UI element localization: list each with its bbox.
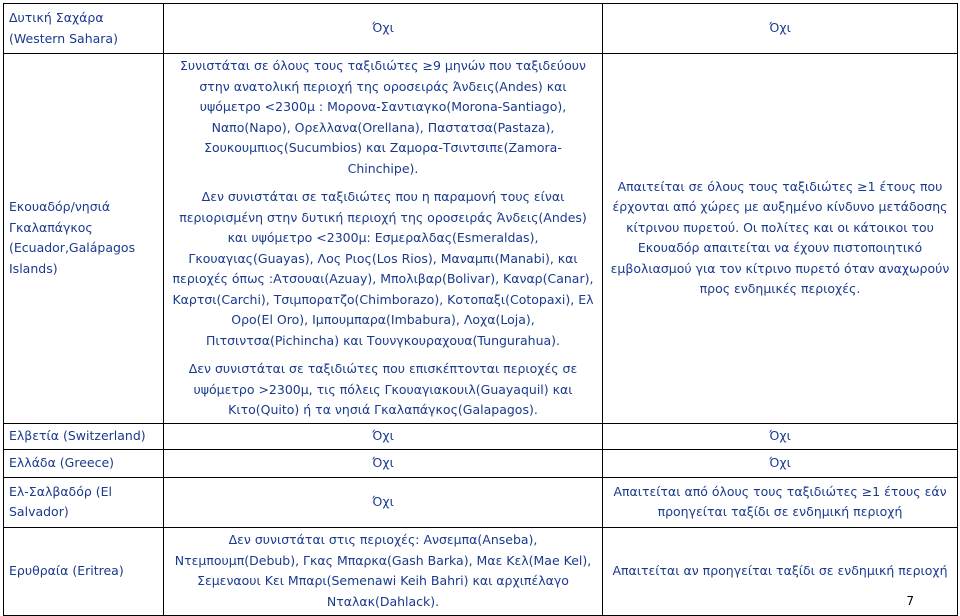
recommendation-paragraph: Συνιστάται σε όλους τους ταξιδιώτες ≥9 μηνών που ταξιδεύουν στην ανατολική περιοχή της οροσειράς Άνδεις(Andes) και υψόμετρο <2300μ : Μορονα-Σαντιαγκο(Morona-Santiago), Ναπο(Napo), Ορελλανα(Orellana), Παστατσα(Pastaza), Σουκουμπιος(Sucumbios) και Ζαμορα-Τσιντσιπε(Zamora-Chinchipe).	[179, 58, 587, 176]
country-cell: Ελβετία (Switzerland)	[4, 423, 164, 449]
requirement-cell: Απαιτείται αν προηγείται ταξίδι σε ενδημική περιοχή	[603, 527, 958, 615]
page-number: 7	[906, 594, 914, 608]
table-row	[4, 527, 958, 615]
recommendation-cell: Όχι	[164, 4, 603, 54]
table-row	[4, 4, 958, 54]
requirement-cell: Όχι	[603, 449, 958, 477]
recommendation-cell: Όχι	[164, 449, 603, 477]
recommendation-cell: Όχι	[164, 423, 603, 449]
table-row	[4, 477, 958, 527]
requirement-cell: Απαιτείται σε όλους τους ταξιδιώτες ≥1 έτους που έρχονται από χώρες με αυξημένο κίνδυνο μετάδοσης κίτρινου πυρετού. Οι πολίτες και οι κάτοικοι του Εκουαδόρ απαιτείται να έχουν πιστοποιητικό εμβολιασμού για τον κίτρινο πυρετό όταν αναχωρούν προς ενδημικές περιοχές.	[603, 54, 958, 424]
requirement-cell: Όχι	[603, 423, 958, 449]
vaccination-table	[3, 3, 958, 616]
recommendation-cell: Δεν συνιστάται στις περιοχές: Ανσεμπα(Anseba), Ντεμπουμπ(Debub), Γκας Μπαρκα(Gash Barka), Μαε Κελ(Mae Kel), Σεμεναουι Κει Μπαρι(Semenawi Keih Bahri) και αρχιπέλαγο Νταλακ(Dahlack).	[164, 527, 603, 615]
country-cell: Ελ-Σαλβαδόρ (El Salvador)	[4, 477, 164, 527]
table-row	[4, 449, 958, 477]
requirement-cell: Απαιτείται από όλους τους ταξιδιώτες ≥1 έτους εάν προηγείται ταξίδι σε ενδημική περιοχή	[603, 477, 958, 527]
country-cell: Δυτική Σαχάρα (Western Sahara)	[4, 4, 164, 54]
country-cell: Εκουαδόρ/νησιά Γκαλαπάγκος (Ecuador,Galápagos Islands)	[4, 54, 164, 424]
recommendation-cell	[164, 54, 603, 424]
recommendation-paragraph: Δεν συνιστάται σε ταξιδιώτες που επισκέπτονται περιοχές σε υψόμετρο >2300μ, τις πόλεις Γκουαγιακουιλ(Guayaquil) και Κιτο(Quito) ή τα νησιά Γκαλαπάγκος(Galapagos).	[188, 361, 578, 417]
country-cell: Ελλάδα (Greece)	[4, 449, 164, 477]
table-row	[4, 54, 958, 424]
country-cell: Ερυθραία (Eritrea)	[4, 527, 164, 615]
recommendation-paragraph: Δεν συνιστάται σε ταξιδιώτες που η παραμονή τους είναι περιορισμένη στην δυτική περιοχή της οροσειράς Άνδεις(Andes) και υψόμετρο <2300μ: Εσμεραλδας(Esmeraldas), Γκουαγιας(Guayas), Λος Ριος(Los Rios), Μαναμπι(Manabi), και περιοχές όπως :Ατσουαι(Azuay), Μπολιβαρ(Bolivar), Καναρ(Canar), Καρτσι(Carchi), Τσιμποραтζο(Chimborazo), Κοτοπαξι(Cotopaxi), Ελ Ορο(El Oro), Ιμπουμπαρα(Imbabura), Λοχα(Loja), Πιτσιντσα(Pichincha) και Τουνγκουραχουα(Tungurahua).	[172, 189, 594, 348]
table-row	[4, 423, 958, 449]
requirement-cell: Όχι	[603, 4, 958, 54]
recommendation-cell: Όχι	[164, 477, 603, 527]
